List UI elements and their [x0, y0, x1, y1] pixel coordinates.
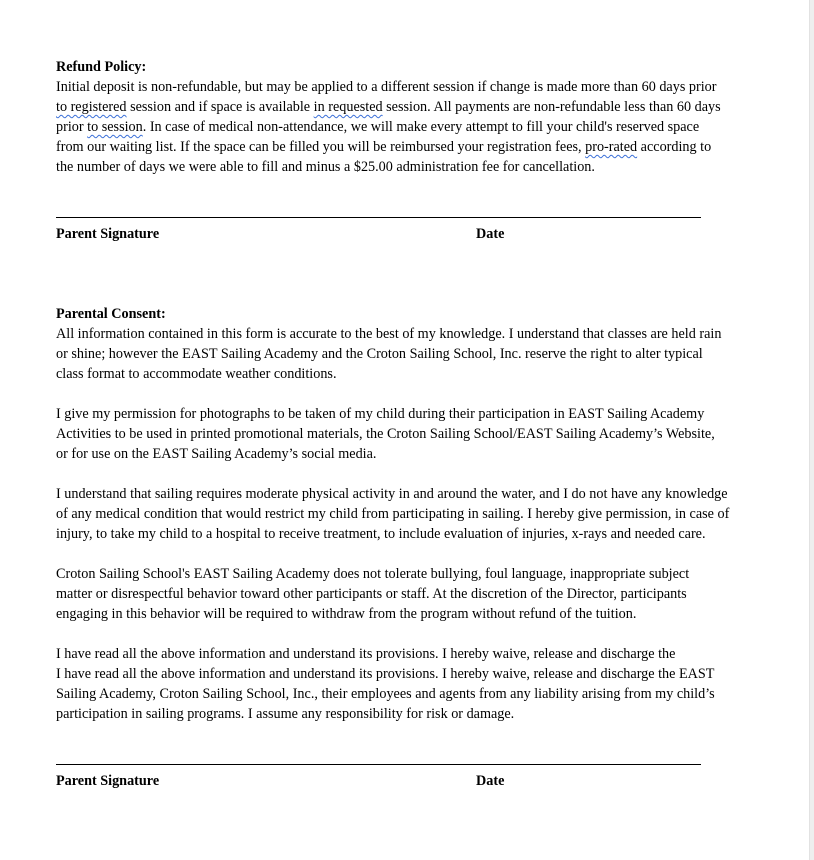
paragraph-line: or for use on the EAST Sailing Academy’s social media.: [56, 446, 377, 462]
consent-paragraph-medical: [56, 484, 760, 544]
spacer: [56, 724, 760, 764]
date-label: Date: [476, 226, 505, 242]
spacer: [56, 177, 760, 217]
paragraph-line: matter or disrespectful behavior toward other participants or staff. At the discretion of the Director, participants: [56, 586, 687, 602]
paragraph-line: class format to accommodate weather conditions.: [56, 366, 337, 382]
text-run: according to: [637, 139, 712, 155]
text-run: from our waiting list. If the space can be filled you will be reimbursed your registration fees,: [56, 139, 586, 155]
paragraph-line: Activities to be used in printed promotional materials, the Croton Sailing School/EAST Sailing Academy’s Website,: [56, 426, 715, 442]
consent-paragraph-photographs: [56, 404, 760, 464]
paragraph-line: I have read all the above information and understand its provisions. I hereby waive, release and discharge the EAST: [56, 666, 715, 682]
refund-policy-line: [56, 137, 760, 157]
spacer: [56, 244, 760, 304]
refund-policy-section: [56, 57, 760, 177]
spacer: [56, 384, 760, 404]
consent-paragraph-waiver: [56, 644, 760, 724]
spacer: [56, 544, 760, 564]
refund-policy-line: the number of days we were able to fill and minus a $25.00 administration fee for cancellation.: [56, 159, 595, 175]
spellcheck-flagged-text[interactable]: in requested: [313, 99, 383, 115]
refund-policy-line: [56, 117, 760, 137]
document-body: [56, 57, 760, 791]
parental-consent-heading: Parental Consent:: [56, 306, 166, 322]
spellcheck-flagged-text[interactable]: to session: [87, 119, 143, 135]
signature-row: [56, 771, 760, 791]
spellcheck-flagged-text[interactable]: to registered: [56, 99, 127, 115]
paragraph-line: injury, to take my child to a hospital to receive treatment, to include evaluation of injuries, x-rays and needed care.: [56, 526, 706, 542]
text-run: . In case of medical non-attendance, we will make every attempt to fill your child's reserved space: [142, 119, 700, 135]
parent-signature-label: Parent Signature: [56, 773, 160, 789]
paragraph-line: All information contained in this form is accurate to the best of my knowledge. I understand that classes are held rain: [56, 326, 722, 342]
window-edge: [809, 0, 814, 860]
paragraph-line: Sailing Academy, Croton Sailing School, Inc., their employees and agents from any liability arising from my child’s: [56, 686, 715, 702]
refund-policy-line: [56, 97, 760, 117]
paragraph-line: engaging in this behavior will be required to withdraw from the program without refund of the tuition.: [56, 606, 637, 622]
consent-paragraph-accuracy: [56, 324, 760, 384]
text-run: session. All payments are non-refundable less than 60 days: [382, 99, 721, 115]
refund-policy-line: Initial deposit is non-refundable, but may be applied to a different session if change is made more than 60 days prior: [56, 79, 717, 95]
parental-consent-section: [56, 304, 760, 724]
paragraph-line: or shine; however the EAST Sailing Academy and the Croton Sailing School, Inc. reserve the right to alter typical: [56, 346, 703, 362]
spacer: [56, 464, 760, 484]
refund-policy-heading: Refund Policy:: [56, 59, 147, 75]
paragraph-line: I understand that sailing requires moderate physical activity in and around the water, and I do not have any knowledge: [56, 486, 728, 502]
spacer: [56, 624, 760, 644]
parent-signature-label: Parent Signature: [56, 226, 160, 242]
date-label: Date: [476, 773, 505, 789]
text-run: session and if space is available: [126, 99, 314, 115]
paragraph-line: participation in sailing programs. I assume any responsibility for risk or damage.: [56, 706, 515, 722]
text-run: prior: [56, 119, 88, 135]
paragraph-line: of any medical condition that would restrict my child from participating in sailing. I hereby give permission, in case of: [56, 506, 730, 522]
signature-row: [56, 224, 760, 244]
paragraph-line: I have read all the above information and understand its provisions. I hereby waive, release and discharge the: [56, 646, 676, 662]
spellcheck-flagged-text[interactable]: pro-rated: [585, 139, 638, 155]
paragraph-line: Croton Sailing School's EAST Sailing Academy does not tolerate bullying, foul language, inappropriate subject: [56, 566, 690, 582]
paragraph-line: I give my permission for photographs to be taken of my child during their participation in EAST Sailing Academy: [56, 406, 705, 422]
consent-paragraph-behavior: [56, 564, 760, 624]
